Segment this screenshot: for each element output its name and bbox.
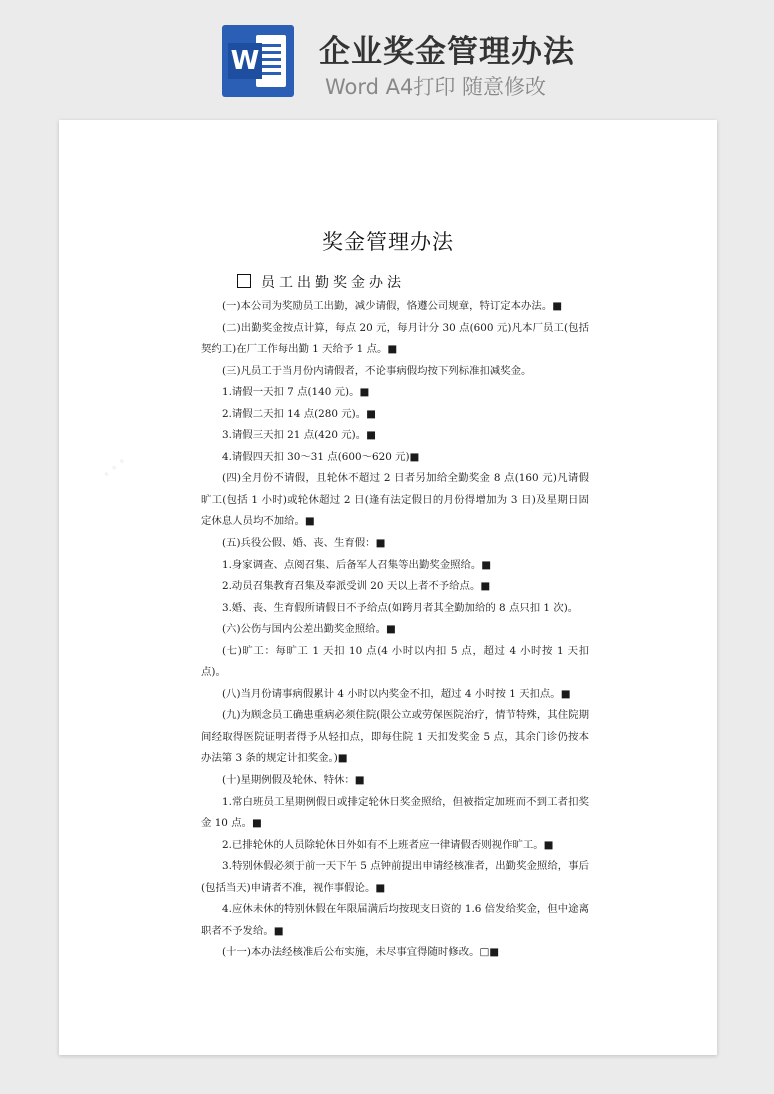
header	[0, 0, 774, 115]
paragraph: (四)全月份不请假，且轮休不超过 2 日者另加给全勤奖金 8 点(160 元)凡请假旷工(包括 1 小时)或轮休超过 2 日(逢有法定假日的月份得增加为 3 日)及星期日固定休息人员均不加给。■	[201, 472, 589, 528]
watermark: ⋯	[91, 444, 137, 491]
paragraph: 2.已排轮休的人员除轮休日外如有不上班者应一律请假否则视作旷工。■	[222, 838, 554, 851]
header-subtitle: Word A4打印 随意修改	[325, 75, 547, 99]
paragraph: (五)兵役公假、婚、丧、生育假：■	[222, 537, 386, 550]
paragraph: 1.请假一天扣 7 点(140 元)。■	[222, 386, 370, 399]
checkbox-icon	[237, 274, 251, 288]
section-title: 员工出勤奖金办法	[261, 275, 405, 291]
paragraph: (七)旷工：每旷工 1 天扣 10 点(4 小时以内扣 5 点，超过 4 小时按 1 天扣点)。	[201, 644, 589, 679]
paragraph: 1.常白班员工星期例假日或排定轮休日奖金照给，但被指定加班而不到工者扣奖金 10 点。■	[201, 795, 589, 830]
paragraph: (二)出勤奖金按点计算，每点 20 元，每月计分 30 点(600 元)凡本厂员工(包括契约工)在厂工作每出勤 1 天给予 1 点。■	[201, 321, 589, 356]
paragraph: 3.婚、丧、生育假所请假日不予给点(如跨月者其全勤加给的 8 点只扣 1 次)。	[222, 601, 579, 614]
paragraph: 3.特别休假必须于前一天下午 5 点钟前提出申请经核准者，出勤奖金照给，事后(包括当天)申请者不准，视作事假论。■	[201, 860, 589, 894]
word-icon	[222, 25, 294, 97]
paragraph: (一)本公司为奖励员工出勤，减少请假，恪遵公司规章，特订定本办法。■	[222, 300, 563, 312]
paragraph: (三)凡员工于当月份内请假者，不论事病假均按下列标准扣减奖金。	[222, 364, 532, 377]
paragraph: (十)星期例假及轮休、特休：■	[222, 774, 365, 787]
document-title: 奖金管理办法	[322, 230, 454, 254]
document-body	[201, 296, 589, 964]
paragraph: 1.身家调查、点阅召集、后备军人召集等出勤奖金照给。■	[222, 558, 492, 571]
paragraph: (六)公伤与国内公差出勤奖金照给。■	[222, 623, 396, 636]
paragraph: 4.请假四天扣 30～31 点(600～620 元)■	[222, 450, 420, 463]
paragraph: 4.应休未休的特别休假在年限届满后均按现支日资的 1.6 倍发给奖金，但中途离职者不予发给。■	[201, 903, 589, 937]
paragraph: (九)为顾念员工确患重病必须住院(限公立或劳保医院治疗，情节特殊，其住院期间经取得医院证明者得予从轻扣点，即每住院 1 天扣发奖金 5 点，其余门诊仍按本办法第 3 条的规定计扣奖金。)■	[201, 709, 589, 765]
paragraph: 2.动员召集教育召集及奉派受训 20 天以上者不予给点。■	[222, 580, 491, 593]
section-heading	[237, 272, 405, 292]
word-logo-letter: W	[228, 43, 262, 79]
paragraph: 3.请假三天扣 21 点(420 元)。■	[222, 429, 376, 442]
paragraph: 2.请假二天扣 14 点(280 元)。■	[222, 407, 376, 420]
document-page	[59, 120, 717, 1055]
paragraph: (十一)本办法经核准后公布实施，未尽事宜得随时修改。□■	[222, 946, 500, 959]
paragraph: (八)当月份请事病假累计 4 小时以内奖金不扣，超过 4 小时按 1 天扣点。■	[222, 687, 571, 700]
header-title: 企业奖金管理办法	[319, 34, 575, 70]
